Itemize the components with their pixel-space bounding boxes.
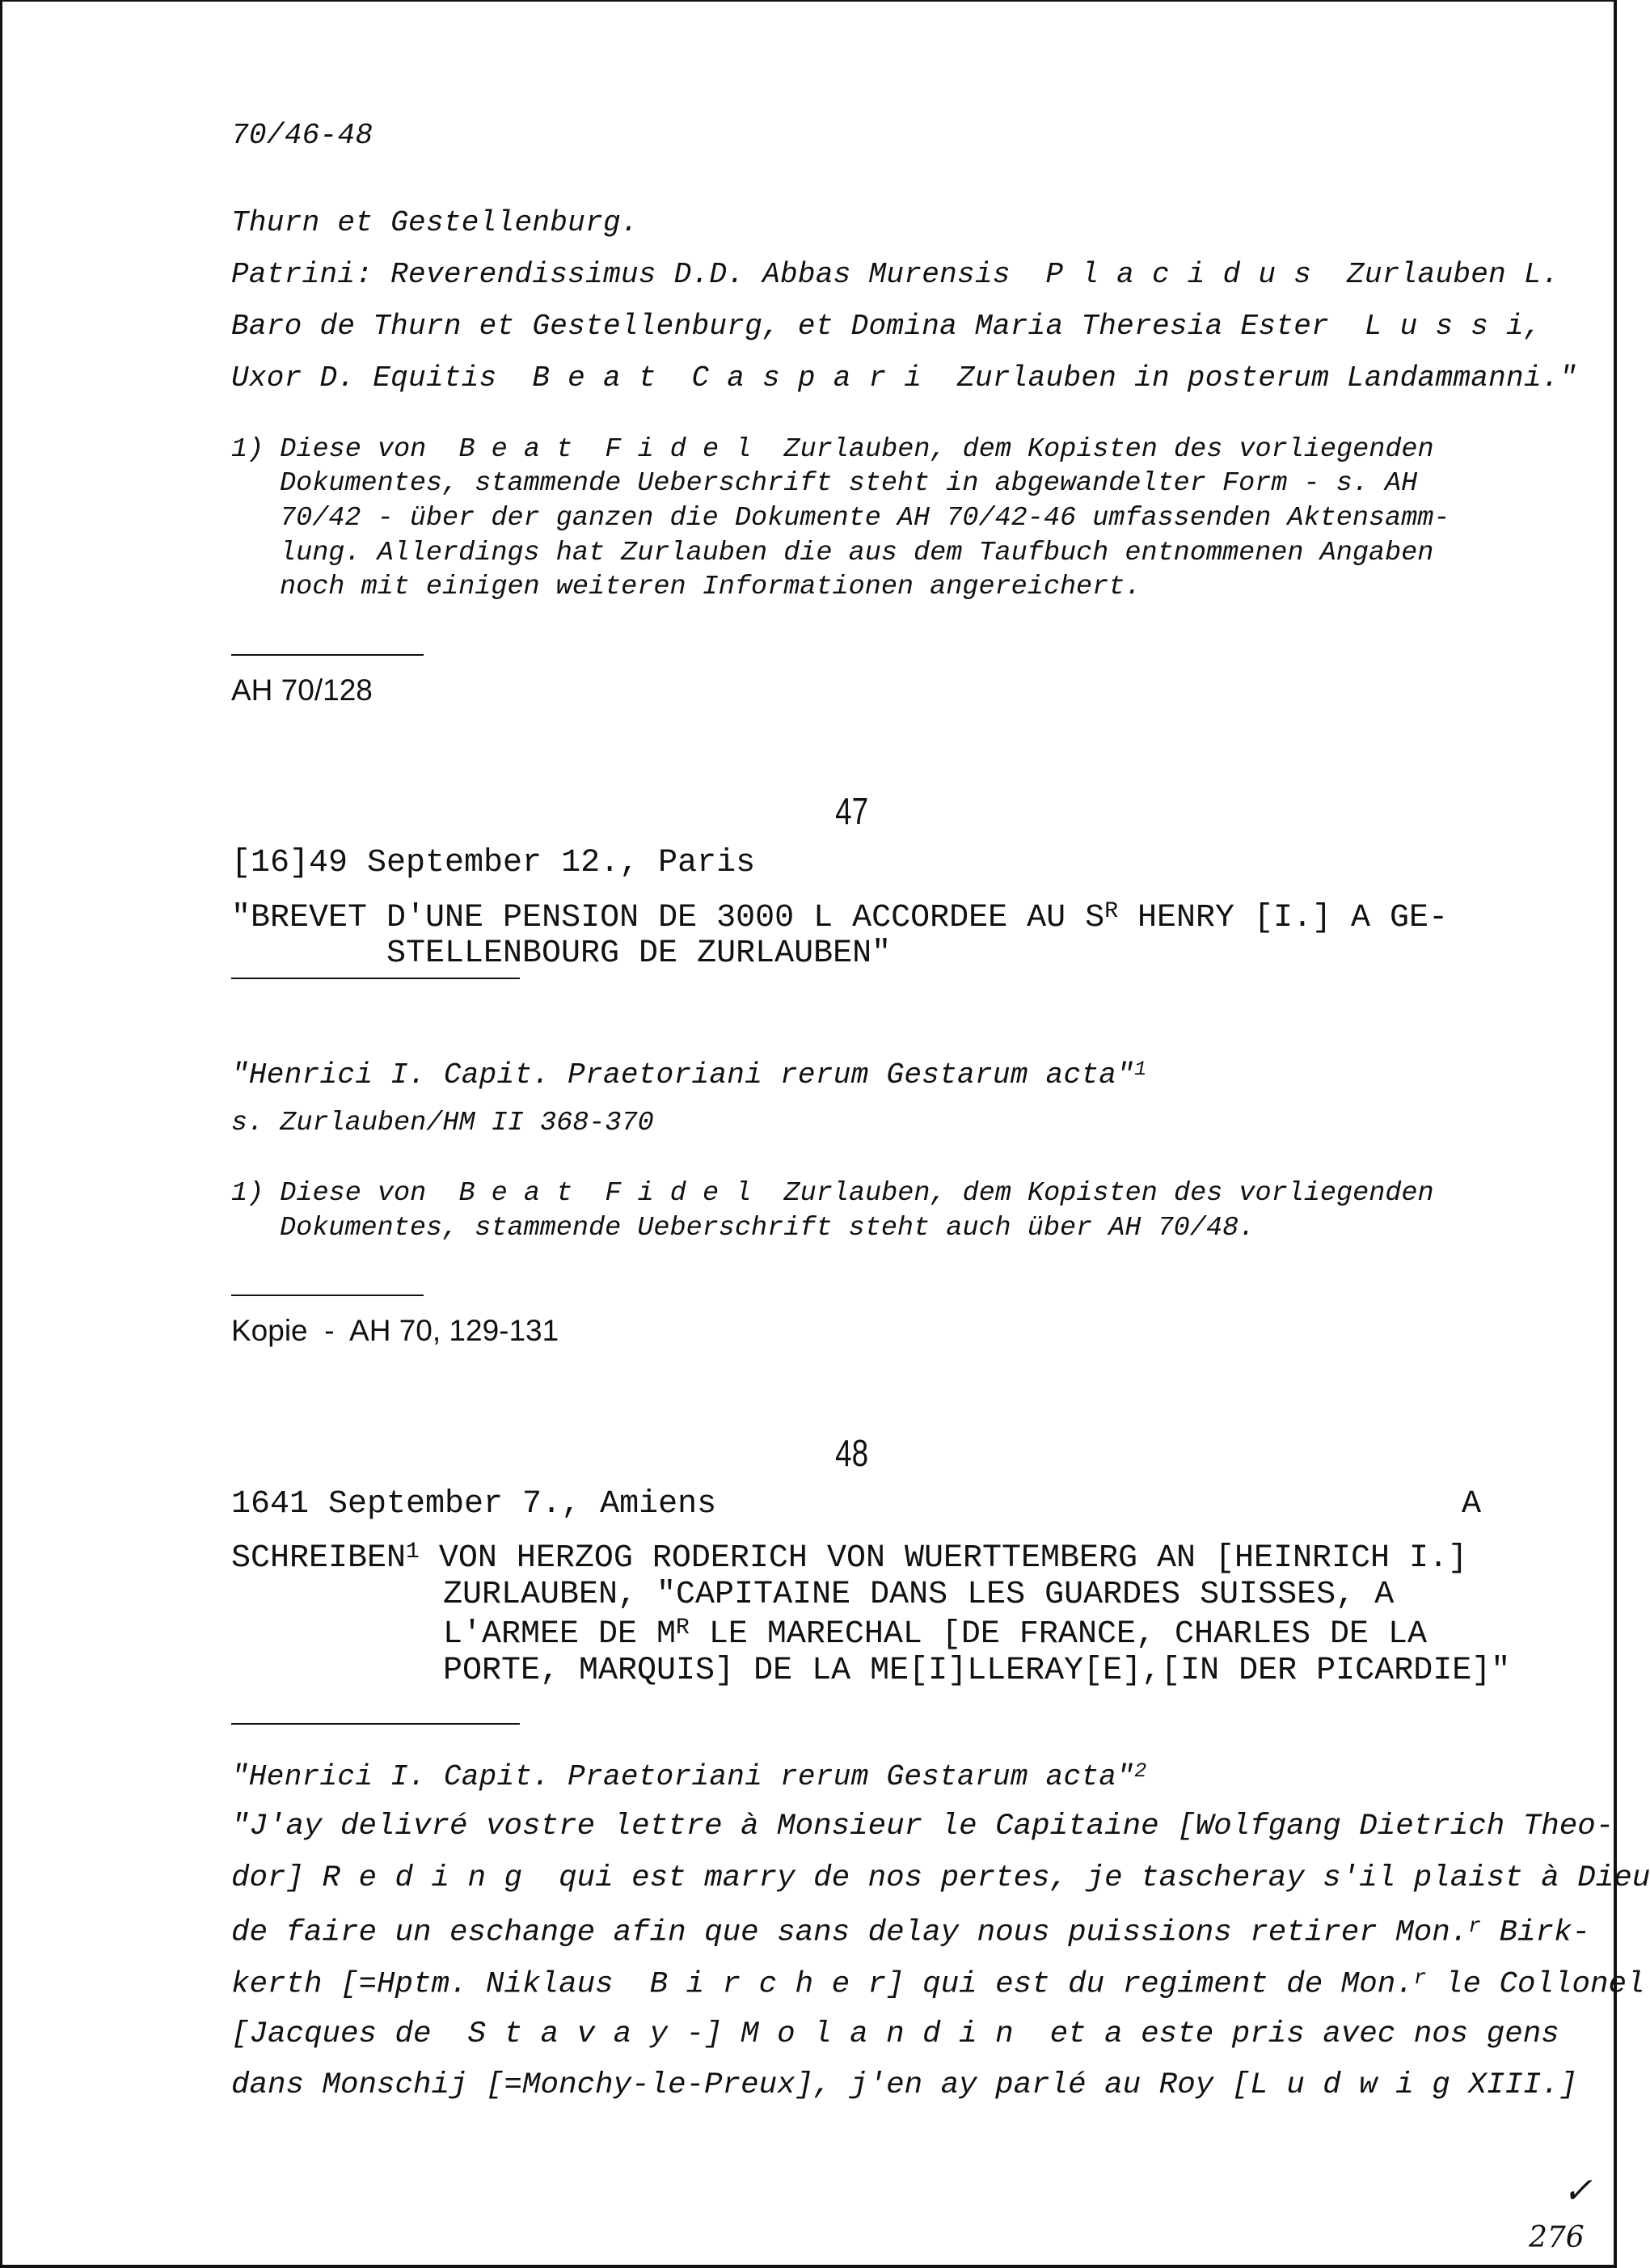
text-segment: L'ARMEE DE M	[443, 1616, 677, 1653]
text-segment: ZURLAUBEN, "CAPITAINE DANS LES GUARDES SUISSES, A	[443, 1577, 1395, 1613]
text-segment: dans Monschij [=Monchy-le-Preux], j'en ay parlé au Roy [L u d w i g XIII.]	[231, 2068, 1578, 2102]
superscript: R	[1104, 899, 1118, 924]
text-segment: 47	[835, 790, 869, 832]
text-segment: [16]49 September 12., Paris	[231, 845, 756, 881]
document-title	[231, 1541, 1467, 1575]
text-segment: SCHREIBEN	[231, 1540, 407, 1577]
superscript: 1	[1134, 1058, 1147, 1081]
letter-line	[231, 1967, 1645, 2000]
date-place	[231, 1486, 717, 1523]
text-segment: 1641 September 7., Amiens	[231, 1486, 717, 1523]
text-line	[231, 312, 1542, 341]
text-segment: lung. Allerdings hat Zurlauben die aus dem Taufbuch entnommenen Angaben	[280, 538, 1434, 568]
divider	[231, 1294, 424, 1296]
letter-line	[231, 2017, 1559, 2051]
text-segment: LE MARECHAL [DE FRANCE, CHARLES DE LA	[689, 1616, 1428, 1653]
handwritten-checkmark: ✓	[1563, 2170, 1593, 2211]
source-note	[231, 675, 373, 705]
section-marker	[1462, 1486, 1482, 1523]
text-line	[231, 206, 639, 239]
letter-line	[231, 1812, 1614, 1843]
text-segment: STELLENBOURG DE ZURLAUBEN"	[386, 935, 892, 972]
footnote-line	[280, 1215, 1255, 1243]
footnote-line	[280, 505, 1450, 533]
divider	[231, 978, 520, 979]
letter-line	[231, 1861, 1650, 1895]
handwritten-page-number: 276	[1529, 2221, 1585, 2254]
text-segment: kerth [=Hptm. Niklaus B i r c h e r] qui est du regiment de Mon.	[231, 1967, 1414, 2002]
superscript: 1	[406, 1539, 420, 1565]
document-title	[443, 1655, 1510, 1687]
letter-line	[231, 1915, 1590, 1949]
text-segment: 70/42 - über der ganzen die Dokumente AH 70/42-46 umfassenden Aktensamm-	[280, 503, 1450, 534]
divider	[231, 1723, 520, 1725]
footnote-line	[231, 434, 1434, 465]
text-segment: "Henrici I. Capit. Praetoriani rerum Gestarum acta"	[231, 1058, 1135, 1092]
text-segment: Kopie - AH 70, 129-131	[231, 1314, 559, 1347]
document-title	[386, 935, 892, 972]
divider	[231, 654, 424, 656]
text-segment: 1) Diese von B e a t F i d e l Zurlauben, dem Kopisten des vorliegenden	[231, 434, 1434, 465]
reference-line	[231, 1110, 654, 1138]
text-segment: HENRY [I.] A GE-	[1118, 900, 1449, 937]
footnote-line	[280, 540, 1433, 568]
footnote-line	[231, 1180, 1434, 1208]
text-segment: AH 70/128	[231, 674, 373, 707]
text-segment: "Henrici I. Capit. Praetoriani rerum Gestarum acta"	[231, 1760, 1135, 1794]
document-heading	[231, 1059, 1147, 1090]
text-line	[231, 260, 1559, 289]
text-segment: s. Zurlauben/HM II 368-370	[231, 1108, 654, 1138]
superscript: r	[1413, 1966, 1427, 1990]
text-segment: VON HERZOG RODERICH VON WUERTTEMBERG AN [HEINRICH I.]	[419, 1540, 1468, 1577]
footnote-line	[280, 574, 1141, 602]
source-note	[231, 1316, 559, 1345]
text-line	[231, 361, 1577, 395]
text-segment: 70/46-48	[231, 119, 373, 152]
superscript: R	[676, 1615, 690, 1641]
text-segment: "BREVET D'UNE PENSION DE 3000 L ACCORDEE AU S	[231, 900, 1105, 937]
text-segment: A	[1462, 1486, 1482, 1523]
text-segment: "J'ay delivré vostre lettre à Monsieur le Capitaine [Wolfgang Dietrich Theo-	[231, 1810, 1614, 1844]
text-segment: Uxor D. Equitis B e a t C a s p a r i Zurlauben in posterum Landammanni."	[231, 361, 1577, 395]
superscript: r	[1468, 1914, 1482, 1938]
text-segment: Dokumentes, stammende Ueberschrift steht in abgewandelter Form - s. AH	[280, 468, 1418, 499]
text-segment: de faire un eschange afin que sans delay nous puissions retirer Mon.	[231, 1915, 1469, 1950]
document-reference	[231, 121, 373, 150]
text-segment: Dokumentes, stammende Ueberschrift steht auch über AH 70/48.	[280, 1213, 1255, 1244]
text-segment: Patrini: Reverendissimus D.D. Abbas Murensis P l a c i d u s Zurlauben L.	[231, 258, 1559, 291]
superscript: 2	[1134, 1759, 1147, 1783]
text-segment: [Jacques de S t a v a y -] M o l a n d i n et a este pris avec nos gens	[231, 2017, 1559, 2051]
text-segment: dor] R e d i n g qui est marry de nos pertes, je tascheray s'il plaist à Dieu	[231, 1861, 1650, 1895]
text-segment: Thurn et Gestellenburg.	[231, 206, 639, 239]
document-title	[231, 901, 1448, 935]
footnote-line	[280, 468, 1418, 499]
text-segment: 48	[835, 1432, 869, 1474]
document-number	[835, 1434, 868, 1472]
text-segment: le Collonel	[1426, 1967, 1645, 2002]
text-segment: noch mit einigen weiteren Informationen angereichert.	[280, 572, 1141, 602]
letter-line	[231, 2068, 1578, 2102]
text-segment: 1) Diese von B e a t F i d e l Zurlauben, dem Kopisten des vorliegenden	[231, 1178, 1434, 1209]
document-number	[835, 792, 868, 830]
document-title	[443, 1579, 1394, 1611]
date-place	[231, 847, 755, 880]
document-heading	[231, 1761, 1147, 1792]
text-segment: Birk-	[1481, 1915, 1591, 1950]
text-segment: Baro de Thurn et Gestellenburg, et Domina Maria Theresia Ester L u s s i,	[231, 310, 1542, 343]
text-segment: PORTE, MARQUIS] DE LA ME[I]LLERAY[E],[IN DER PICARDIE]"	[443, 1653, 1511, 1689]
document-title	[443, 1617, 1427, 1651]
